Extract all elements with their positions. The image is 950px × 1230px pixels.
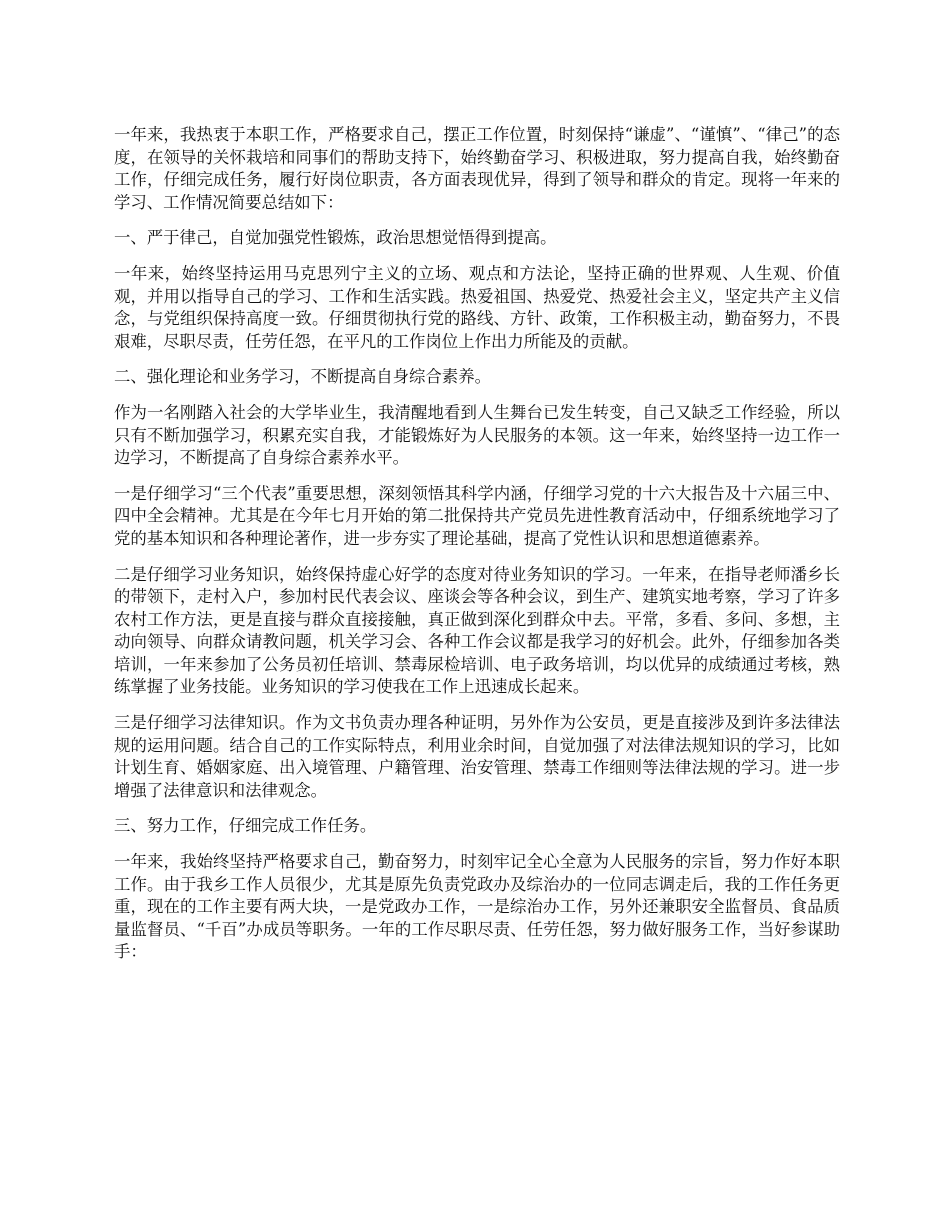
body-paragraph: 三是仔细学习法律知识。作为文书负责办理各种证明，另外作为公安员，更是直接涉及到许多法律法规的运用问题。结合自己的工作实际特点，利用业余时间，自觉加强了对法律法规知识的学习，比如计划生育、婚姻家庭、出入境管理、户籍管理、治安管理、禁毒工作细则等法律法规的学习。进一步增强了法律意识和法律观念。 [114, 713, 840, 800]
body-paragraph: 作为一名刚踏入社会的大学毕业生，我清醒地看到人生舞台已发生转变，自己又缺乏工作经验，所以只有不断加强学习，积累充实自我，才能锻炼好为人民服务的本领。这一年来，始终坚持一边工作一边学习，不断提高了自身综合素养水平。 [114, 402, 840, 468]
section-heading-3: 三、努力工作，仔细完成工作任务。 [114, 816, 377, 836]
body-paragraph: 一年来，始终坚持运用马克思列宁主义的立场、观点和方法论，坚持正确的世界观、人生观、价值观，并用以指导自己的学习、工作和生活实践。热爱祖国、热爱党、热爱社会主义，坚定共产主义信念，与党组织保持高度一致。仔细贯彻执行党的路线、方针、政策，工作积极主动，勤奋努力，不畏艰难，尽职尽责，任劳任怨，在平凡的工作岗位上作出力所能及的贡献。 [114, 263, 840, 351]
section-heading-1: 一、严于律己，自觉加强党性锻炼，政治思想觉悟得到提高。 [114, 228, 557, 248]
intro-paragraph: 一年来，我热衷于本职工作，严格要求自己，摆正工作位置，时刻保持“谦虚”、“谨慎”、“律己”的态度，在领导的关怀栽培和同事们的帮助支持下，始终勤奋学习、积极进取，努力提高自我，始终勤奋工作，仔细完成任务，履行好岗位职责，各方面表现优异，得到了领导和群众的肯定。现将一年来的学习、工作情况简要总结如下： [114, 125, 840, 212]
section-heading-2: 二、强化理论和业务学习，不断提高自身综合素养。 [114, 367, 491, 387]
body-paragraph: 二是仔细学习业务知识，始终保持虚心好学的态度对待业务知识的学习。一年来，在指导老师潘乡长的带领下，走村入户，参加村民代表会议、座谈会等各种会议，到生产、建筑实地考察，学习了许多农村工作方法，更是直接与群众直接接触，真正做到深化到群众中去。平常，多看、多问、多想，主动向领导、向群众请教问题，机关学习会、各种工作会议都是我学习的好机会。此外，仔细参加各类培训，一年来参加了公务员初任培训、禁毒尿检培训、电子政务培训，均以优异的成绩通过考核，熟练掌握了业务技能。业务知识的学习使我在工作上迅速成长起来。 [114, 564, 840, 697]
body-paragraph: 一是仔细学习“三个代表”重要思想，深刻领悟其科学内涵，仔细学习党的十六大报告及十六届三中、四中全会精神。尤其是在今年七月开始的第二批保持共产党员先进性教育活动中，仔细系统地学习了党的基本知识和各种理论著作，进一步夯实了理论基础，提高了党性认识和思想道德素养。 [114, 483, 840, 548]
body-paragraph: 一年来，我始终坚持严格要求自己，勤奋努力，时刻牢记全心全意为人民服务的宗旨，努力作好本职工作。由于我乡工作人员很少，尤其是原先负责党政办及综治办的一位同志调走后，我的工作任务更重，现在的工作主要有两大块，一是党政办工作，一是综治办工作，另外还兼职安全监督员、食品质量监督员、“千百”办成员等职务。一年的工作尽职尽责、任劳任怨，努力做好服务工作，当好参谋助手： [114, 852, 840, 962]
document-page [114, 124, 840, 977]
